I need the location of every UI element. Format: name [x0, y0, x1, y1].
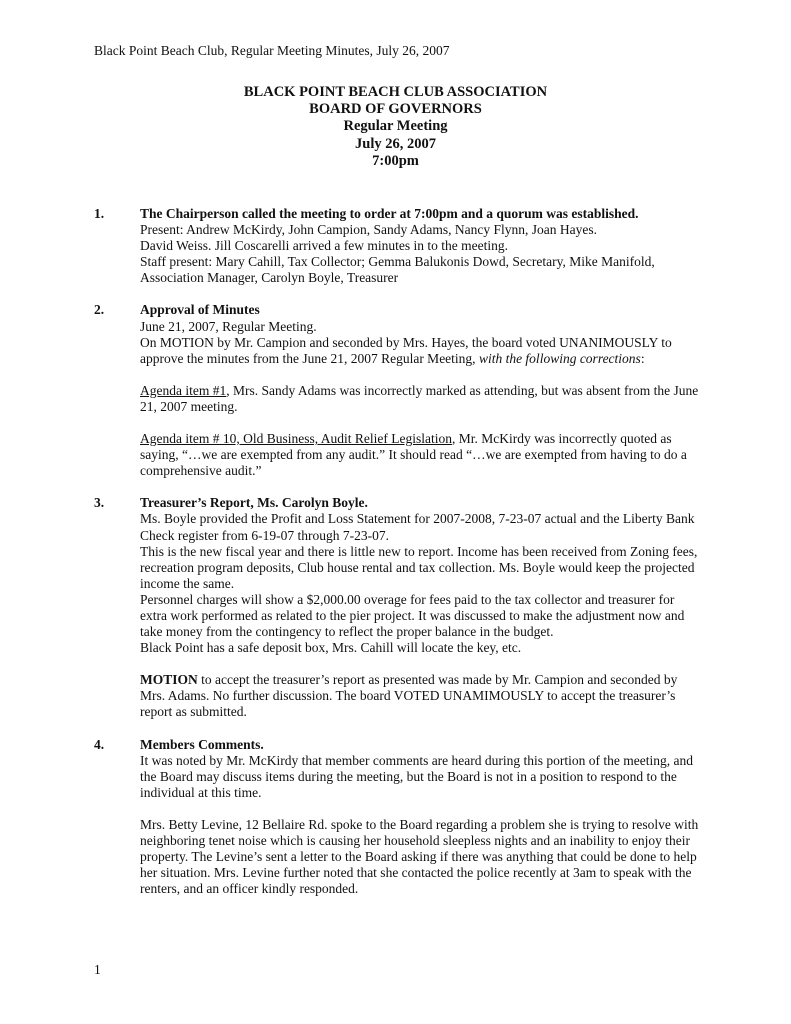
approval-motion-text: On MOTION by Mr. Campion and seconded by Mrs. Hayes, the board voted UNANIMOUSLY to approve the minutes from the June 21, 2007 Regular Meeting,	[140, 334, 672, 366]
motion-label: MOTION	[140, 672, 198, 688]
page-number: 1	[94, 962, 101, 977]
section-title: Members Comments.	[140, 736, 264, 752]
section-number: 1.	[94, 206, 105, 221]
running-header: Black Point Beach Club, Regular Meeting Minutes, July 26, 2007	[94, 43, 450, 58]
section-approval-of-minutes	[94, 302, 704, 479]
staff-present: Staff present: Mary Cahill, Tax Collector; Gemma Balukonis Dowd, Secretary, Mike Manifold, Association Manager, Carolyn Boyle, Treasurer	[140, 254, 655, 286]
late-arrival: David Weiss. Jill Coscarelli arrived a few minutes in to the meeting.	[140, 238, 508, 254]
fiscal-year-note: This is the new fiscal year and there is little new to report. Income has been received from Zoning fees, recreation program deposits, Club house rental and tax collection. Ms. Boyle would keep the projected income the same.	[140, 543, 698, 591]
section-number: 4.	[94, 736, 105, 752]
section-members-comments	[94, 737, 704, 898]
approval-motion	[140, 335, 704, 367]
document-title	[0, 84, 791, 170]
treasurer-motion	[140, 672, 704, 720]
correction-item-10-text: , Mr. McKirdy was incorrectly quoted as saying, “…we are exempted from any audit.” It should read “…we are exempted from having to do a comprehensive audit.”	[140, 431, 687, 479]
section-number: 2.	[94, 302, 105, 318]
section-title: The Chairperson called the meeting to order at 7:00pm and a quorum was established.	[140, 206, 639, 221]
personnel-charges: Personnel charges will show a $2,000.00 overage for fees paid to the tax collector and treasurer for extra work performed as related to the pier project. It was discussed to make the adjustment now and take money from the contingency to reflect the proper balance in the budget.	[140, 591, 685, 640]
title-association: BLACK POINT BEACH CLUB ASSOCIATION	[243, 84, 548, 100]
section-title: Treasurer’s Report, Ms. Carolyn Boyle.	[140, 495, 368, 511]
present-members: Present: Andrew McKirdy, John Campion, Sandy Adams, Nancy Flynn, Joan Hayes.	[140, 222, 597, 238]
levine-comment: Mrs. Betty Levine, 12 Bellaire Rd. spoke to the Board regarding a problem she is trying to resolve with neighboring tenet noise which is causing her household sleepless nights and an inability to enjoy their property. The Levine’s sent a letter to the Board asking if there was anything that could be done to help her situation. Mrs. Levine further noted that she contacted the police recently at 3am to speak with the renters, and an officer kindly responded.	[140, 816, 699, 897]
title-time: 7:00pm	[372, 152, 419, 169]
correction-item-10-label: Agenda item # 10, Old Business, Audit Relief Legislation	[140, 431, 452, 447]
section-title: Approval of Minutes	[140, 302, 260, 318]
title-board: BOARD OF GOVERNORS	[309, 101, 482, 118]
correction-item-1-text: , Mrs. Sandy Adams was incorrectly marked as attending, but was absent from the June 21, 2007 meeting.	[140, 382, 699, 414]
section-treasurers-report	[94, 495, 704, 720]
correction-item-1-label: Agenda item #1	[140, 382, 227, 398]
motion-text: to accept the treasurer’s report as presented was made by Mr. Campion and seconded by Mrs. Adams. No further discussion. The board VOTED UNAMIMOUSLY to accept the treasurer’s report as submitted.	[140, 672, 678, 720]
correction-item-10	[140, 431, 704, 479]
title-meeting-type: Regular Meeting	[343, 118, 448, 135]
section-number: 3.	[94, 495, 105, 511]
meeting-reference: June 21, 2007, Regular Meeting.	[140, 318, 317, 334]
corrections-phrase: with the following corrections	[478, 350, 641, 366]
comments-procedure: It was noted by Mr. McKirdy that member comments are heard during this portion of the meeting, and the Board may discuss items during the meeting, but the Board is not in a position to respond to the individual at this time.	[140, 752, 693, 800]
safe-deposit-note: Black Point has a safe deposit box, Mrs. Cahill will locate the key, etc.	[140, 640, 522, 656]
correction-item-1	[140, 383, 704, 415]
report-documents: Ms. Boyle provided the Profit and Loss Statement for 2007-2008, 7-23-07 actual and the Liberty Bank Check register from 6-19-07 through 7-23-07.	[140, 511, 695, 543]
title-date: July 26, 2007	[355, 135, 436, 152]
minutes-body	[94, 206, 704, 897]
section-call-to-order	[94, 206, 704, 286]
colon: :	[640, 350, 645, 366]
